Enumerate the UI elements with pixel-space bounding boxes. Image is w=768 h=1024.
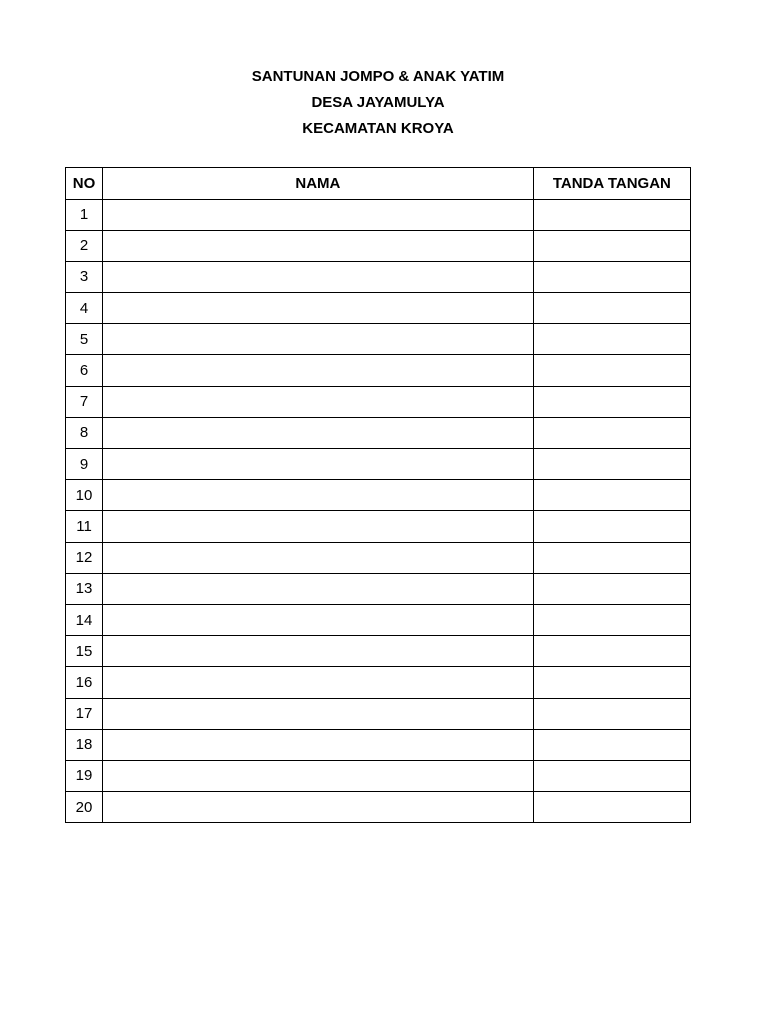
row-number-cell: 18 [66, 729, 103, 760]
signature-cell [533, 386, 690, 417]
row-number-cell: 9 [66, 449, 103, 480]
row-number-cell: 17 [66, 698, 103, 729]
table-row [66, 667, 691, 698]
name-cell [103, 480, 534, 511]
signature-cell [533, 199, 690, 230]
table-row [66, 355, 691, 386]
signature-cell [533, 542, 690, 573]
table-row [66, 760, 691, 791]
name-cell [103, 417, 534, 448]
table-row [66, 792, 691, 823]
row-number-cell: 4 [66, 293, 103, 324]
table-row [66, 573, 691, 604]
table-row [66, 636, 691, 667]
signature-cell [533, 324, 690, 355]
table-row [66, 230, 691, 261]
row-number-cell: 2 [66, 230, 103, 261]
table-row [66, 293, 691, 324]
name-cell [103, 667, 534, 698]
signature-cell [533, 636, 690, 667]
signature-cell [533, 355, 690, 386]
name-cell [103, 698, 534, 729]
row-number-cell: 3 [66, 261, 103, 292]
district-name: KECAMATAN KROYA [302, 120, 454, 137]
name-cell [103, 511, 534, 542]
signature-cell [533, 261, 690, 292]
row-number-cell: 19 [66, 760, 103, 791]
name-cell [103, 449, 534, 480]
signature-cell [533, 511, 690, 542]
row-number-cell: 11 [66, 511, 103, 542]
signature-cell [533, 480, 690, 511]
name-cell [103, 792, 534, 823]
table-row [66, 511, 691, 542]
name-cell [103, 604, 534, 635]
signature-cell [533, 449, 690, 480]
row-number-cell: 6 [66, 355, 103, 386]
name-cell [103, 355, 534, 386]
signature-table [65, 167, 691, 823]
name-cell [103, 261, 534, 292]
row-number-cell: 20 [66, 792, 103, 823]
name-cell [103, 542, 534, 573]
name-cell [103, 199, 534, 230]
table-row [66, 604, 691, 635]
row-number-cell: 15 [66, 636, 103, 667]
row-number-cell: 8 [66, 417, 103, 448]
row-number-cell: 1 [66, 199, 103, 230]
row-number-cell: 13 [66, 573, 103, 604]
column-header-no: NO [66, 168, 103, 200]
table-row [66, 449, 691, 480]
signature-cell [533, 698, 690, 729]
name-cell [103, 386, 534, 417]
table-row [66, 386, 691, 417]
document-heading [0, 64, 756, 142]
name-cell [103, 760, 534, 791]
table-body [66, 199, 691, 823]
row-number-cell: 5 [66, 324, 103, 355]
table-row [66, 542, 691, 573]
row-number-cell: 10 [66, 480, 103, 511]
row-number-cell: 16 [66, 667, 103, 698]
signature-cell [533, 230, 690, 261]
name-cell [103, 293, 534, 324]
name-cell [103, 573, 534, 604]
table-row [66, 199, 691, 230]
table-row [66, 324, 691, 355]
signature-cell [533, 667, 690, 698]
row-number-cell: 12 [66, 542, 103, 573]
name-cell [103, 729, 534, 760]
signature-cell [533, 729, 690, 760]
signature-cell [533, 604, 690, 635]
table-header-row [66, 168, 691, 200]
table-row [66, 729, 691, 760]
row-number-cell: 7 [66, 386, 103, 417]
table-row [66, 417, 691, 448]
column-header-tanda-tangan: TANDA TANGAN [533, 168, 690, 200]
signature-cell [533, 293, 690, 324]
signature-cell [533, 760, 690, 791]
table-row [66, 261, 691, 292]
name-cell [103, 230, 534, 261]
table-row [66, 698, 691, 729]
signature-cell [533, 417, 690, 448]
signature-cell [533, 792, 690, 823]
document-title: SANTUNAN JOMPO & ANAK YATIM [251, 68, 505, 85]
signature-cell [533, 573, 690, 604]
row-number-cell: 14 [66, 604, 103, 635]
table-row [66, 480, 691, 511]
column-header-nama: NAMA [103, 168, 534, 200]
village-name: DESA JAYAMULYA [311, 94, 445, 111]
name-cell [103, 636, 534, 667]
name-cell [103, 324, 534, 355]
